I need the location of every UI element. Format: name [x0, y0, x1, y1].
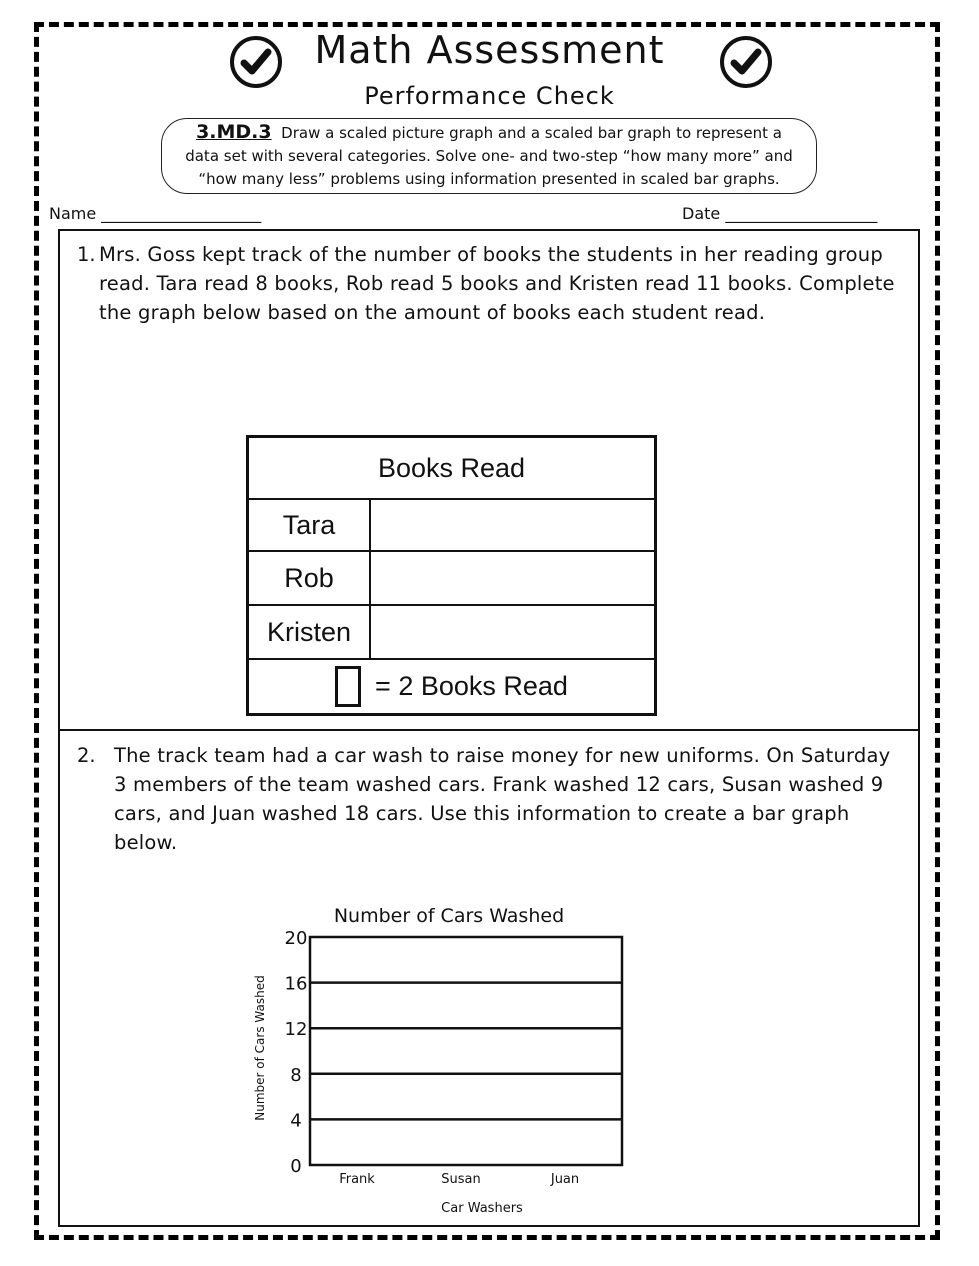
question-2-line1: The track team had a car wash to raise money for new uniforms. On Saturday: [114, 744, 891, 767]
y-tick-label: 4: [290, 1110, 302, 1132]
question-1-number: 1.: [77, 243, 96, 266]
standard-text-line1: Draw a scaled picture graph and a scaled bar graph to represent a: [281, 124, 782, 142]
y-tick-label: 12: [284, 1019, 308, 1041]
standard-text-line2: data set with several categories. Solve one- and two-step “how many more” and: [185, 147, 793, 165]
chart-title: Number of Cars Washed: [333, 905, 565, 927]
x-tick-label: Susan: [441, 1172, 481, 1187]
question-2-number: 2.: [77, 744, 96, 767]
picture-graph-row-label: Rob: [249, 552, 371, 604]
page-subtitle: Performance Check: [364, 82, 615, 110]
y-tick-label: 8: [290, 1064, 302, 1086]
picture-graph-key-label: = 2 Books Read: [375, 671, 568, 701]
question-1-line2: read. Tara read 8 books, Rob read 5 books and Kristen read 11 books. Complete: [99, 272, 895, 295]
y-tick-label: 0: [290, 1156, 302, 1177]
x-tick-label: Juan: [550, 1172, 580, 1187]
picture-graph-row-label: Tara: [249, 500, 371, 550]
question-2-line2: 3 members of the team washed cars. Frank washed 12 cars, Susan washed 9: [114, 773, 884, 796]
y-tick-label: 20: [284, 928, 308, 949]
picture-graph-row-label: Kristen: [249, 606, 371, 658]
x-tick-label: Frank: [339, 1172, 375, 1187]
standard-code: 3.MD.3: [196, 121, 272, 143]
question-2-line3: cars, and Juan washed 18 cars. Use this information to create a bar graph: [114, 802, 850, 825]
question-2-line4: below.: [114, 831, 178, 854]
y-tick-label: 16: [284, 973, 308, 995]
plot-area: [310, 937, 622, 1165]
name-field[interactable]: Name ____________________: [49, 204, 262, 223]
y-axis-label: Number of Cars Washed: [253, 975, 267, 1121]
question-1-line3: the graph below based on the amount of books each student read.: [99, 301, 766, 324]
standard-text-line3: “how many less” problems using information presented in scaled bar graphs.: [198, 170, 780, 188]
page-title: Math Assessment: [314, 28, 665, 72]
picture-graph-title: Books Read: [377, 452, 526, 483]
x-axis-label: Car Washers: [441, 1201, 523, 1216]
date-field[interactable]: Date ___________________: [682, 204, 878, 223]
question-1-line1: Mrs. Goss kept track of the number of books the students in her reading group: [99, 243, 883, 266]
